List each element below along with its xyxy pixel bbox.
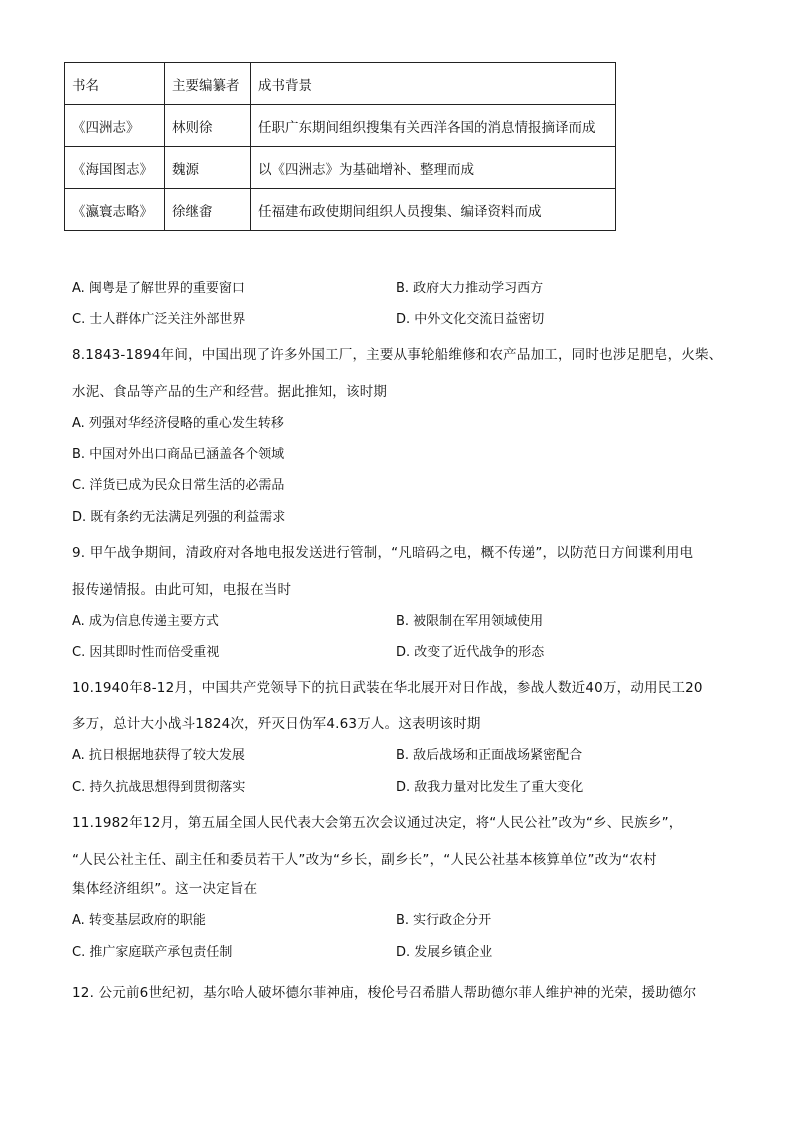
q11-option-b: B. 实行政企分开 xyxy=(396,913,492,928)
table-cell: 《四洲志》 xyxy=(65,105,165,147)
table-cell: 徐继畬 xyxy=(165,189,251,231)
table-cell: 《瀛寰志略》 xyxy=(65,189,165,231)
q7-option-d: D. 中外文化交流日益密切 xyxy=(396,312,545,327)
q9-stem-line1: 9. 甲午战争期间，清政府对各地电报发送进行管制，“凡暗码之电，概不传递”，以防范日方间谍利用电 xyxy=(72,545,694,561)
q9-stem-line2: 报传递情报。由此可知，电报在当时 xyxy=(72,582,292,598)
table-row xyxy=(65,189,616,231)
q9-option-b: B. 被限制在军用领域使用 xyxy=(396,614,544,629)
q9-option-c: C. 因其即时性而倍受重视 xyxy=(72,645,220,660)
q11-stem-line2: “人民公社主任、副主任和委员若干人”改为“乡长，副乡长”，“人民公社基本核算单位”改为“农村 xyxy=(72,852,657,868)
table-header-row xyxy=(65,63,616,105)
table-header-cell: 书名 xyxy=(65,63,165,105)
q8-option-d: D. 既有条约无法满足列强的利益需求 xyxy=(72,510,286,525)
q7-option-a: A. 闽粤是了解世界的重要窗口 xyxy=(72,281,245,296)
q8-stem-line1: 8.1843-1894年间，中国出现了许多外国工厂，主要从事轮船维修和农产品加工，同时也涉足肥皂，火柴、 xyxy=(72,347,723,363)
q8-stem-line2: 水泥、食品等产品的生产和经营。据此推知，该时期 xyxy=(72,384,388,400)
q11-option-a: A. 转变基层政府的职能 xyxy=(72,913,206,928)
q10-stem-line1: 10.1940年8-12月，中国共产党领导下的抗日武装在华北展开对日作战，参战人数近40万，动用民工20 xyxy=(72,680,703,696)
q8-option-c: C. 洋货已成为民众日常生活的必需品 xyxy=(72,478,285,493)
q8-option-a: A. 列强对华经济侵略的重心发生转移 xyxy=(72,416,284,431)
table-header-cell: 成书背景 xyxy=(251,63,616,105)
q10-stem-line2: 多万，总计大小战斗1824次，歼灭日伪军4.63万人。这表明该时期 xyxy=(72,716,481,732)
q10-option-a: A. 抗日根据地获得了较大发展 xyxy=(72,748,245,763)
table-cell: 以《四洲志》为基础增补、整理而成 xyxy=(251,147,616,189)
q9-option-a: A. 成为信息传递主要方式 xyxy=(72,614,219,629)
table-cell: 任职广东期间组织搜集有关西洋各国的消息情报摘译而成 xyxy=(251,105,616,147)
q11-option-c: C. 推广家庭联产承包责任制 xyxy=(72,945,233,960)
q11-option-d: D. 发展乡镇企业 xyxy=(396,945,493,960)
q7-option-c: C. 士人群体广泛关注外部世界 xyxy=(72,312,246,327)
q10-option-b: B. 敌后战场和正面战场紧密配合 xyxy=(396,748,583,763)
q8-option-b: B. 中国对外出口商品已涵盖各个领域 xyxy=(72,447,285,462)
table-header-cell: 主要编纂者 xyxy=(165,63,251,105)
table-row xyxy=(65,105,616,147)
q12-stem-line1: 12. 公元前6世纪初，基尔哈人破坏德尔菲神庙，梭伦号召希腊人帮助德尔菲人维护神的光荣，援助德尔 xyxy=(72,985,697,1001)
q11-stem-line1: 11.1982年12月，第五届全国人民代表大会第五次会议通过决定，将“人民公社”改为“乡、民族乡”， xyxy=(72,815,683,831)
table-row xyxy=(65,147,616,189)
book-table xyxy=(64,62,616,231)
table-cell: 任福建布政使期间组织人员搜集、编译资料而成 xyxy=(251,189,616,231)
q9-option-d: D. 改变了近代战争的形态 xyxy=(396,645,545,660)
table-cell: 魏源 xyxy=(165,147,251,189)
table-cell: 《海国图志》 xyxy=(65,147,165,189)
q11-stem-line3: 集体经济组织”。这一决定旨在 xyxy=(72,881,258,897)
q10-option-d: D. 敌我力量对比发生了重大变化 xyxy=(396,780,584,795)
q10-option-c: C. 持久抗战思想得到贯彻落实 xyxy=(72,780,246,795)
table-cell: 林则徐 xyxy=(165,105,251,147)
q7-option-b: B. 政府大力推动学习西方 xyxy=(396,281,544,296)
